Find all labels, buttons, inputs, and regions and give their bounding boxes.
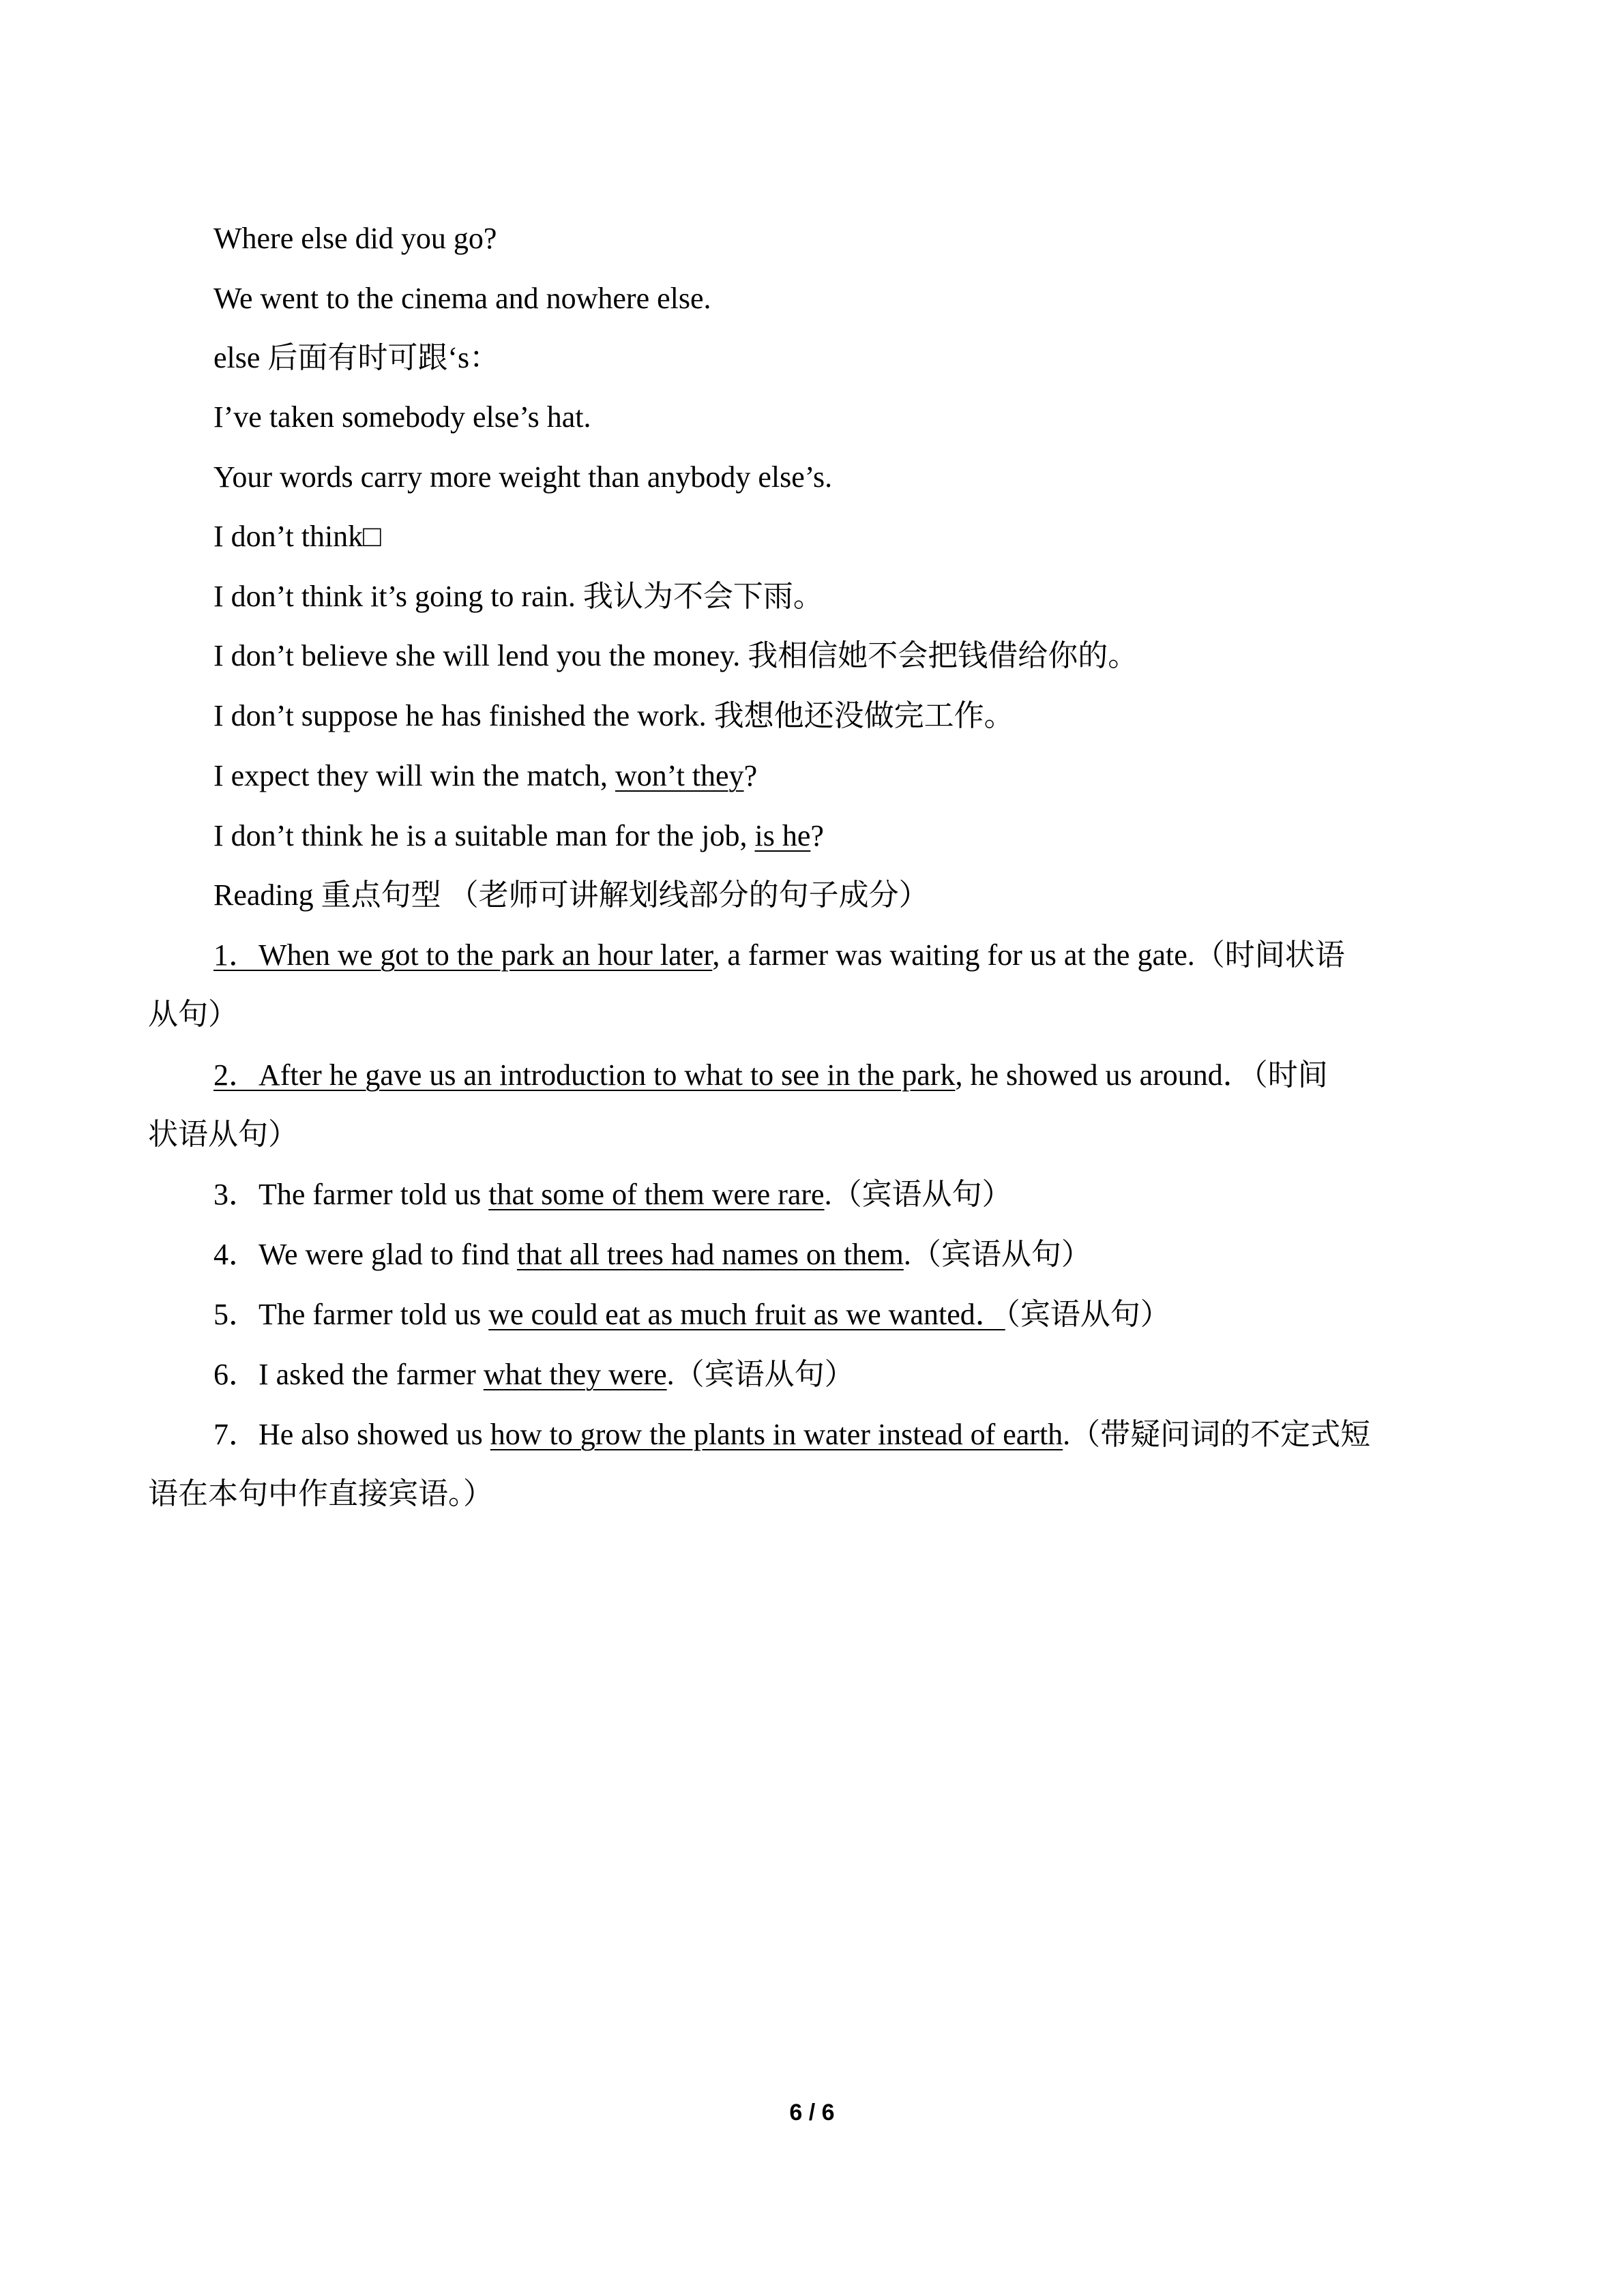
text-segment: I expect they will win the match, [213,759,615,792]
underlined-text: that all trees had names on them [516,1238,904,1271]
text-line-tag-question [213,816,824,856]
text-segment: , a farmer was waiting for us at the gate.（时间状语 [712,938,1345,972]
text-line: We went to the cinema and nowhere else. [213,282,711,315]
text-line: else 后面有时可跟‘s： [213,341,500,374]
text-segment: 6．I asked the farmer [213,1358,484,1391]
text-segment: I don’t think he is a suitable man for the job, [213,819,755,852]
sentence-item-7-continuation: 语在本句中作直接宾语。） [148,1477,493,1510]
text-line: I don’t believe she will lend you the money. 我相信她不会把钱借给你的。 [213,639,1138,672]
text-line: I don’t suppose he has finished the work. 我想他还没做完工作。 [213,699,1014,732]
text-line-tag-question [213,756,757,796]
text-line: Your words carry more weight than anybody else’s. [213,460,833,494]
text-line: Where else did you go? [213,222,497,255]
sentence-item-4 [213,1234,1091,1275]
sentence-item-2-continuation: 状语从句） [148,1118,298,1151]
underlined-text: is he [754,819,811,852]
text-segment: .（宾语从句） [824,1178,1012,1211]
sentence-item-2 [213,1055,1328,1096]
sentence-item-5 [213,1294,1170,1335]
underlined-text: we could eat as much fruit as we wanted． [488,1298,1005,1331]
text-line: I’ve taken somebody else’s hat. [213,400,591,434]
section-heading: Reading 重点句型 （老师可讲解划线部分的句子成分） [213,878,929,912]
text-line: I don’t think it’s going to rain. 我认为不会下雨。 [213,580,823,613]
underlined-text: that some of them were rare [488,1178,825,1211]
sentence-item-1-continuation: 从句） [148,998,238,1031]
underlined-text: 2．After he gave us an introduction to what to see in the park [213,1058,956,1092]
underlined-text: won’t they [615,759,744,792]
text-line: I don’t think□ [213,520,381,553]
text-segment: 5．The farmer told us [213,1298,489,1331]
text-segment: .（宾语从句） [666,1358,855,1391]
text-segment: , he showed us around．（时间 [955,1058,1328,1092]
page-number: 6 / 6 [789,2100,835,2126]
sentence-item-1 [213,935,1345,976]
text-segment: 4．We were glad to find [213,1238,517,1271]
sentence-item-7 [213,1414,1370,1455]
text-segment: 3．The farmer told us [213,1178,489,1211]
sentence-item-6 [213,1354,855,1395]
text-segment: ? [743,759,758,792]
text-segment: ? [810,819,824,852]
text-segment: 7．He also showed us [213,1418,490,1451]
underlined-text: 1．When we got to the park an hour later [213,938,713,972]
text-segment: .（带疑问词的不定式短 [1063,1418,1371,1451]
sentence-item-3 [213,1174,1012,1215]
text-segment: （宾语从句） [1005,1298,1170,1331]
text-segment: .（宾语从句） [903,1238,1091,1271]
underlined-text: how to grow the plants in water instead of earth [490,1418,1063,1451]
underlined-text: what they were [483,1358,667,1391]
